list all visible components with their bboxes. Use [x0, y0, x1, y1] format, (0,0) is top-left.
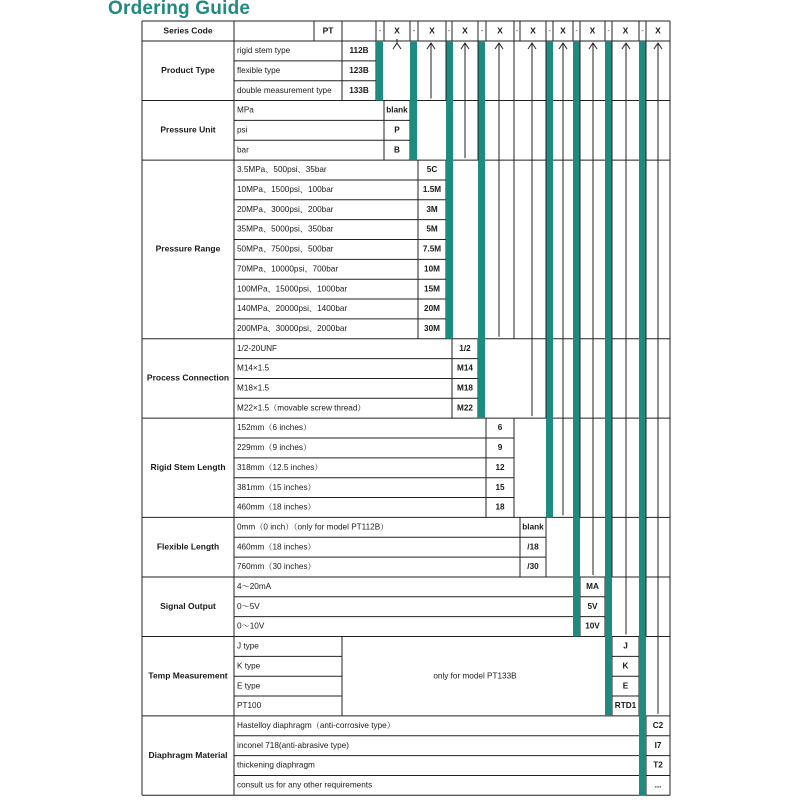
row-code: ...	[654, 780, 662, 790]
row-description: M18×1.5	[237, 383, 270, 393]
row-description: 460mm（18 inches）	[237, 542, 316, 552]
row-code: 10M	[424, 264, 440, 274]
row-description: PT100	[237, 701, 262, 711]
row-description: 70MPa、10000psi、700bar	[237, 264, 339, 274]
row-description: 4～20mA	[237, 582, 272, 592]
row-description: 460mm（18 inches）	[237, 502, 316, 512]
row-description: M14×1.5	[237, 363, 270, 373]
header-code: X	[622, 25, 629, 36]
row-code: MA	[586, 582, 599, 592]
row-code: 123B	[349, 65, 369, 75]
row-description: flexible type	[237, 65, 281, 75]
row-description: E type	[237, 681, 261, 691]
header-code: X	[530, 25, 536, 36]
row-code: 112B	[349, 46, 369, 56]
section-label: Pressure Range	[155, 243, 221, 254]
row-code: 5M	[426, 224, 438, 234]
row-code: 1.5M	[422, 185, 442, 195]
row-code: 6	[497, 423, 503, 433]
row-description: 381mm（15 inches）	[237, 482, 316, 492]
row-code: 9	[497, 443, 503, 453]
row-code: 12	[495, 462, 505, 472]
section-label: Flexible Length	[156, 541, 220, 552]
row-code: 5V	[587, 601, 598, 611]
row-code: I7	[654, 740, 662, 750]
row-description: double measurement type	[237, 85, 332, 95]
section-label: Rigid Stem Length	[150, 462, 226, 473]
row-code: K	[622, 661, 629, 671]
row-code: blank	[522, 522, 544, 532]
page-title: Ordering Guide	[108, 0, 251, 19]
row-code: C2	[652, 720, 664, 730]
header-code: X	[560, 25, 566, 36]
row-description: 10MPa、1500psi、100bar	[237, 185, 334, 195]
row-description: 318mm（12.5 inches）	[237, 462, 323, 472]
header-separator: -	[548, 27, 551, 35]
row-description: K type	[237, 661, 261, 671]
header-separator: -	[378, 27, 382, 35]
row-code: RTD1	[614, 701, 637, 711]
connector-bar	[376, 41, 383, 101]
row-description: inconel 718(anti-abrasive type)	[237, 740, 349, 750]
header-code: PT	[322, 25, 334, 36]
section-label: Pressure Unit	[160, 124, 216, 135]
row-description: 760mm（30 inches）	[237, 562, 316, 572]
row-code: 15M	[424, 284, 440, 294]
row-code: 20M	[424, 304, 440, 314]
row-code: 133B	[349, 85, 369, 95]
header-separator: -	[607, 27, 610, 35]
row-description: 152mm（6 inches）	[237, 423, 312, 433]
row-code: 5C	[426, 165, 438, 175]
header-code: X	[655, 25, 661, 36]
row-description: 3.5MPa、500psi、35bar	[237, 165, 327, 175]
header-code: X	[497, 25, 503, 36]
row-code: /18	[527, 542, 539, 552]
row-code: /30	[527, 562, 539, 572]
row-code: 15	[495, 482, 505, 492]
row-description: 140MPa、20000psi、1400bar	[237, 304, 348, 314]
row-code: blank	[386, 105, 408, 115]
connector-bar	[546, 41, 553, 517]
header-code: X	[394, 25, 400, 36]
row-description: 200MPa、30000psi、2000bar	[237, 323, 348, 333]
arrow-head	[393, 43, 401, 49]
row-description: rigid stem type	[237, 46, 291, 56]
header-code: X	[429, 25, 435, 36]
row-description: M22×1.5（movable screw thread）	[237, 403, 366, 413]
row-description: thickening diaphragm	[237, 760, 315, 770]
row-code: 3M	[426, 204, 438, 214]
row-description: 35MPa、5000psi、350bar	[237, 224, 334, 234]
row-description: 0mm（0 inch）（only for model PT112B）	[237, 522, 389, 532]
row-description: 229mm（9 inches）	[237, 443, 312, 453]
row-code: 10V	[585, 621, 600, 631]
section-label: Process Connection	[146, 372, 230, 383]
row-description: 0～10V	[237, 621, 265, 631]
row-description: J type	[237, 641, 259, 651]
section-label: Product Type	[161, 65, 215, 76]
row-description: 50MPa、7500psi、500bar	[237, 244, 334, 254]
row-code: E	[622, 681, 629, 691]
row-description: bar	[237, 145, 249, 155]
row-code: M14	[457, 363, 473, 373]
section-label: Temp Measurement	[148, 670, 228, 681]
row-code: 7.5M	[422, 244, 442, 254]
row-code: 1/2	[459, 343, 471, 353]
connector-bar	[639, 41, 646, 795]
row-code: J	[623, 641, 628, 651]
section-note: only for model PT133B	[433, 671, 517, 681]
row-code: 18	[495, 502, 505, 512]
row-code: M22	[457, 403, 473, 413]
row-description: psi	[237, 125, 248, 135]
row-description: 1/2-20UNF	[237, 343, 278, 353]
header-code: X	[462, 25, 468, 36]
header-separator: -	[575, 27, 578, 35]
connector-bar	[573, 41, 580, 637]
row-code: P	[394, 125, 400, 135]
header-label: Series Code	[163, 25, 213, 36]
header-separator: -	[480, 27, 484, 35]
header-separator: -	[412, 27, 416, 35]
connector-bar	[410, 41, 417, 160]
row-description: 100MPa、15000psi、1000bar	[237, 284, 348, 294]
section-label: Signal Output	[160, 600, 216, 611]
row-code: B	[394, 145, 400, 155]
header-code: X	[589, 25, 596, 36]
connector-bar	[605, 41, 612, 716]
row-code: M18	[457, 383, 473, 393]
row-description: MPa	[237, 105, 254, 115]
row-code: T2	[653, 760, 663, 770]
connector-bar	[478, 41, 485, 418]
connector-bar	[446, 41, 453, 339]
row-description: Hastelloy diaphragm（anti-corrosive type）	[237, 720, 395, 730]
header-separator: -	[641, 27, 644, 35]
header-separator: -	[515, 27, 519, 35]
row-description: 0～5V	[237, 601, 260, 611]
row-description: 20MPa、3000psi、200bar	[237, 204, 334, 214]
section-label: Diaphragm Material	[148, 749, 228, 760]
header-separator: -	[447, 27, 451, 35]
row-description: consult us for any other requirements	[237, 780, 373, 790]
row-code: 30M	[424, 323, 440, 333]
